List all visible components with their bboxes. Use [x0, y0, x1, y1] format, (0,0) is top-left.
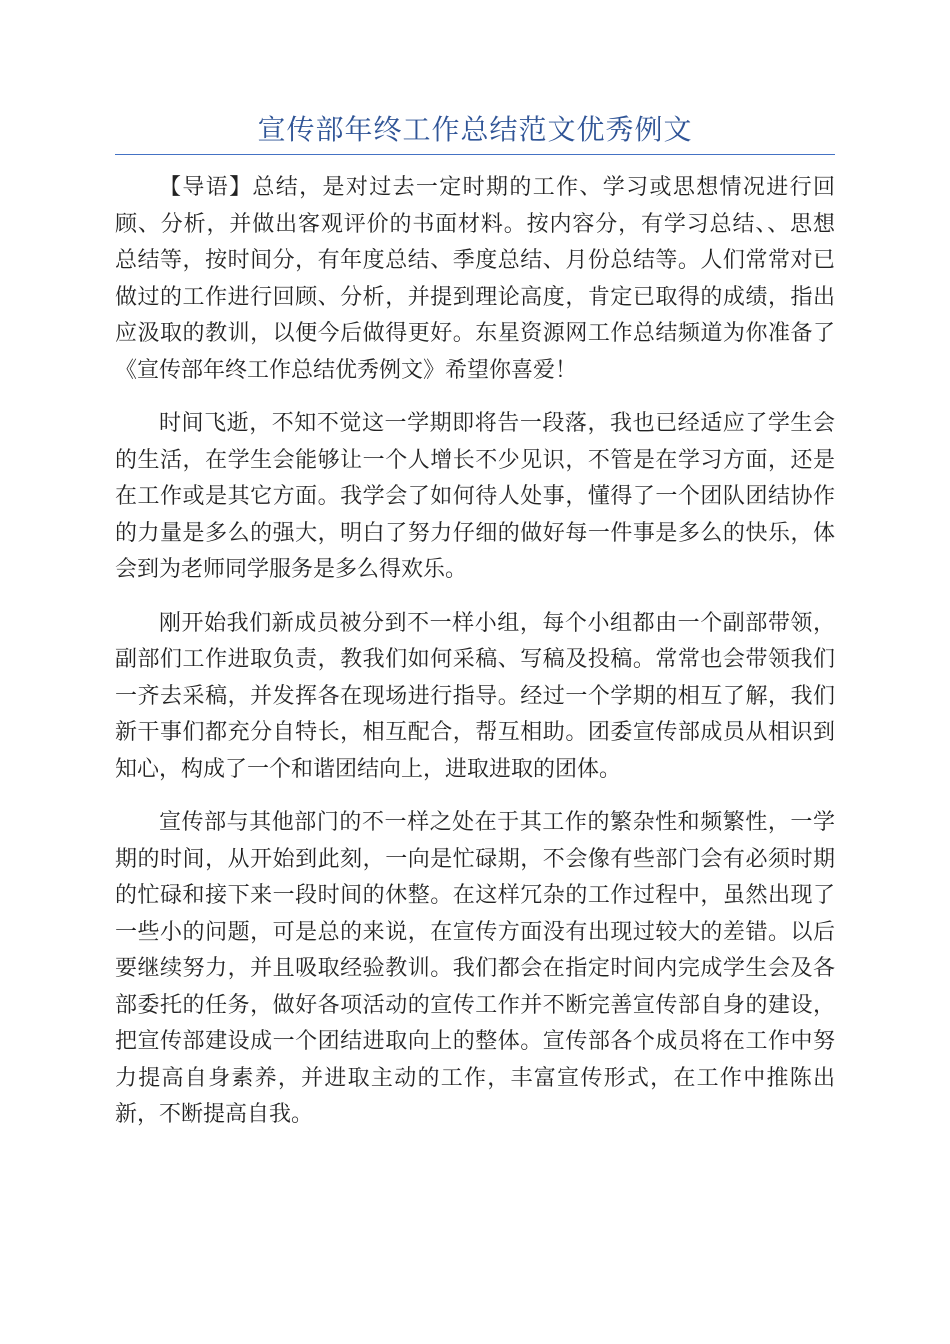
paragraph-line: 做过的工作进行回顾、分析，并提到理论高度，肯定已取得的成绩，指出	[115, 284, 835, 310]
paragraph-line: 总结等，按时间分，有年度总结、季度总结、月份总结等。人们常常对已	[115, 248, 835, 273]
paragraph-line: 刚开始我们新成员被分到不一样小组，每个小组都由一个副部带领，	[159, 610, 835, 636]
paragraph-line: 副部们工作进取负责，教我们如何采稿、写稿及投稿。常常也会带领我们	[115, 647, 835, 672]
paragraph-line: 要继续努力，并且吸取经验教训。我们都会在指定时间内完成学生会及各	[115, 956, 835, 981]
document-body	[115, 170, 835, 1151]
paragraph-line: 应汲取的教训，以便今后做得更好。东星资源网工作总结频道为你准备了	[115, 321, 835, 346]
paragraph-line: 在工作或是其它方面。我学会了如何待人处事，懂得了一个团队团结协作	[115, 484, 835, 509]
paragraph-line: 一齐去采稿，并发挥各在现场进行指导。经过一个学期的相互了解，我们	[115, 683, 835, 709]
paragraph-line: 顾、分析，并做出客观评价的书面材料。按内容分，有学习总结、、思想	[115, 211, 835, 237]
paragraph-line: 宣传部与其他部门的不一样之处在于其工作的繁杂性和频繁性，一学	[159, 810, 835, 835]
paragraph-body	[115, 606, 835, 789]
paragraph-body	[115, 406, 835, 589]
paragraph-line: 的生活，在学生会能够让一个人增长不少见识，不管是在学习方面，还是	[115, 447, 835, 473]
paragraph-line: 的忙碌和接下来一段时间的休整。在这样冗杂的工作过程中，虽然出现了	[115, 883, 835, 908]
paragraph-line: 新干事们都充分自特长，相互配合，帮互相助。团委宣传部成员从相识到	[115, 720, 835, 745]
paragraph-line: 《宣传部年终工作总结优秀例文》希望你喜爱！	[115, 357, 578, 383]
paragraph-line: 期的时间，从开始到此刻，一向是忙碌期，不会像有些部门会有必须时期	[115, 846, 835, 872]
paragraph-line: 新，不断提高自我。	[115, 1102, 314, 1127]
paragraph-line: 【导语】总结，是对过去一定时期的工作、学习或思想情况进行回	[159, 175, 835, 200]
paragraph-line: 的力量是多么的强大，明白了努力仔细的做好每一件事是多么的快乐，体	[115, 520, 835, 546]
paragraph-body	[115, 805, 835, 1134]
paragraph-intro	[115, 170, 835, 389]
paragraph-line: 一些小的问题，可是总的来说，在宣传方面没有出现过较大的差错。以后	[115, 919, 835, 945]
paragraph-line: 知心，构成了一个和谐团结向上，进取进取的团体。	[115, 756, 622, 782]
title-underline	[115, 154, 835, 155]
paragraph-line: 时间飞逝，不知不觉这一学期即将告一段落，我也已经适应了学生会	[159, 411, 835, 436]
document-title: 宣传部年终工作总结范文优秀例文	[257, 113, 693, 146]
paragraph-line: 部委托的任务，做好各项活动的宣传工作并不断完善宣传部自身的建设，	[115, 992, 835, 1018]
paragraph-line: 把宣传部建设成一个团结进取向上的整体。宣传部各个成员将在工作中努	[115, 1029, 835, 1054]
paragraph-line: 力提高自身素养，并进取主动的工作，丰富宣传形式，在工作中推陈出	[115, 1065, 835, 1091]
paragraph-line: 会到为老师同学服务是多么得欢乐。	[115, 557, 468, 582]
